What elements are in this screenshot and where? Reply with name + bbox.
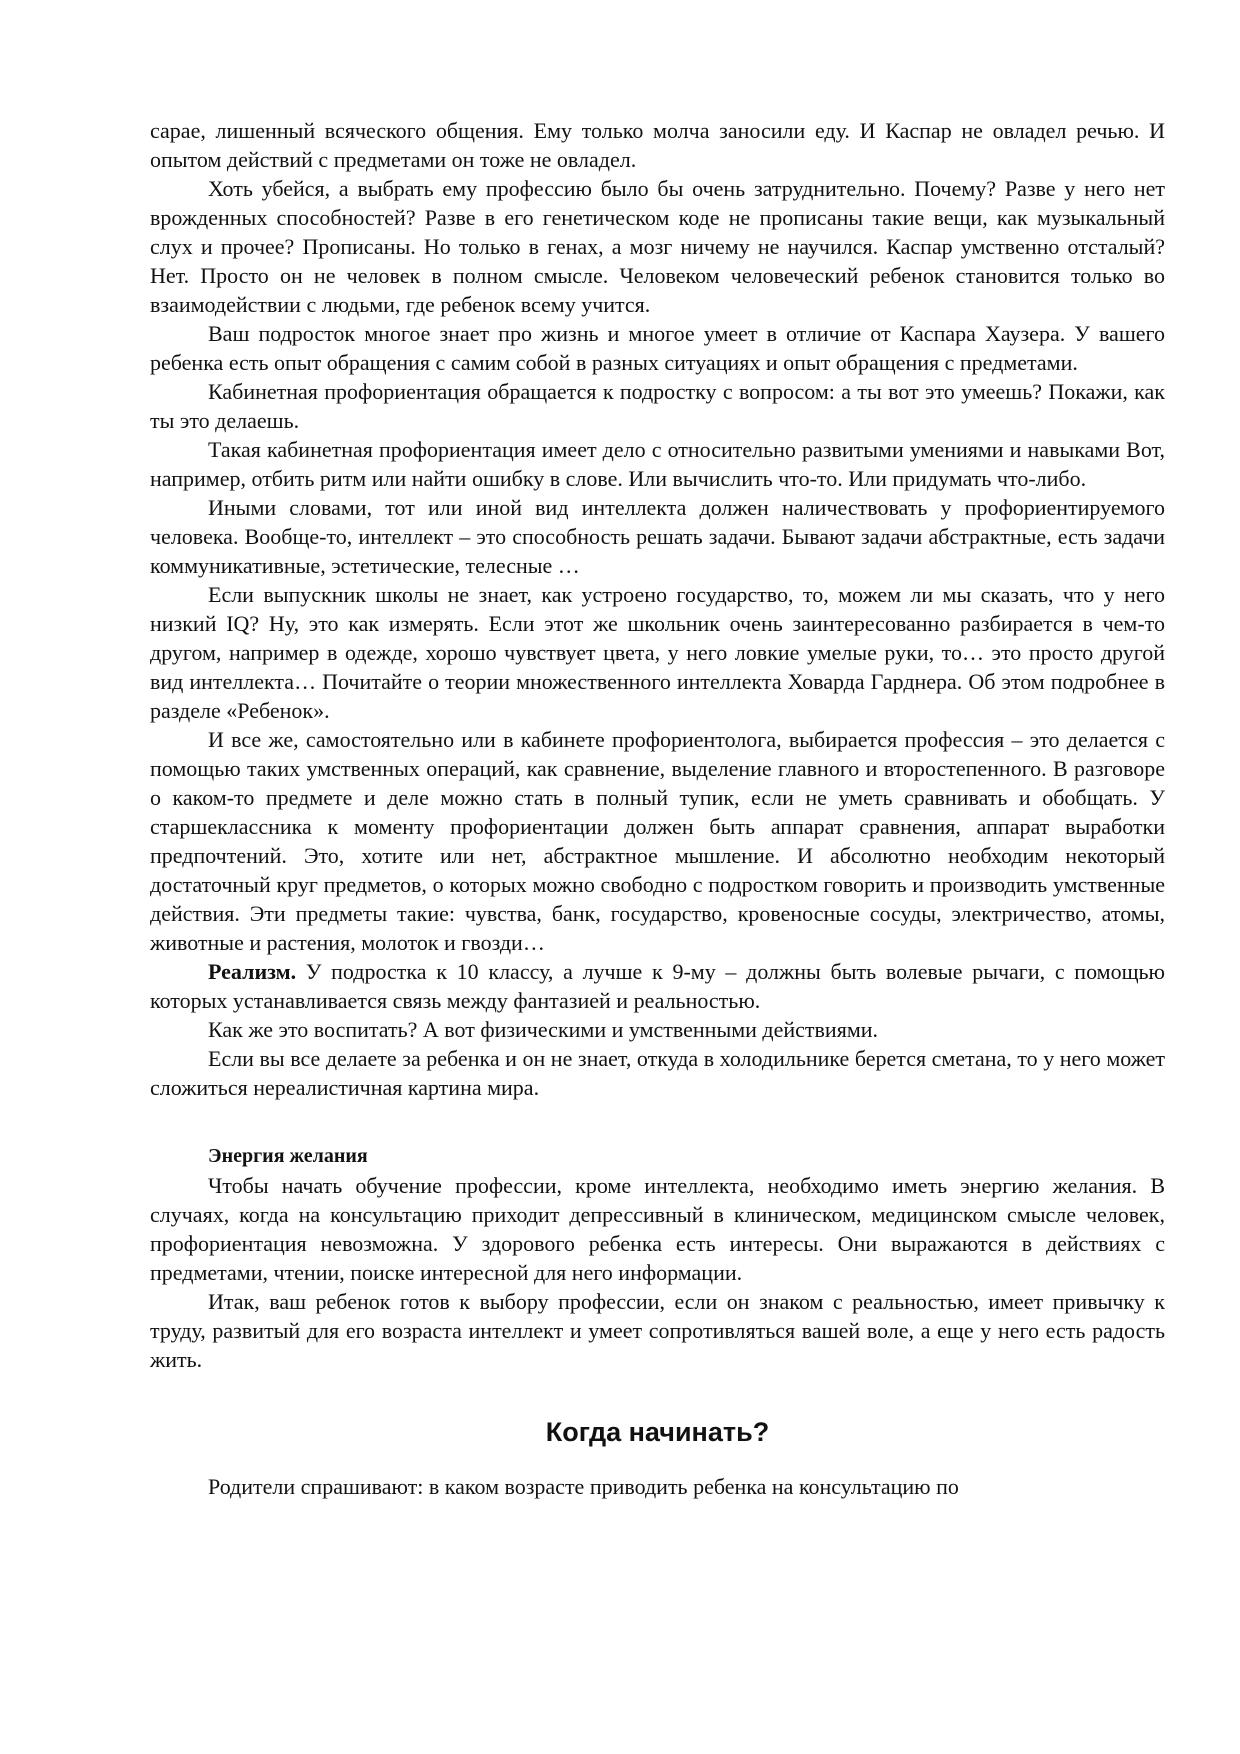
paragraph: Если выпускник школы не знает, как устроено государство, то, можем ли мы сказать, что у него низкий IQ? Ну, это как измерять. Если этот же школьник очень заинтересованно разбирается в чем-то другом, например в одежде, хорошо чувствует цвета, у него ловкие умелые руки, то… это просто другой вид интеллекта… Почитайте о теории множественного интеллекта Ховарда Гарднера. Об этом подробнее в разделе «Ребенок». <box>150 582 1165 723</box>
paragraph: Родители спрашивают: в каком возрасте приводить ребенка на консультацию по <box>208 1474 959 1499</box>
paragraph: Чтобы начать обучение профессии, кроме интеллекта, необходимо иметь энергию желания. В случаях, когда на консультацию приходит депрессивный в клиническом, медицинском смысле человек, профориентация невозможна. У здорового ребенка есть интересы. Они выражаются в действиях с предметами, чтении, поиске интересной для него информации. <box>150 1173 1165 1285</box>
paragraph: Такая кабинетная профориентация имеет дело с относительно развитыми умениями и навыками Вот, например, отбить ритм или найти ошибку в слове. Или вычислить что-то. Или придумать что-либо. <box>150 437 1165 491</box>
paragraph: Ваш подросток многое знает про жизнь и многое умеет в отличие от Каспара Хаузера. У вашего ребенка есть опыт обращения с самим собой в разных ситуациях и опыт обращения с предметами. <box>150 321 1165 375</box>
paragraph: Иными словами, тот или иной вид интеллекта должен наличествовать у профориентируемого человека. Вообще-то, интеллект – это способность решать задачи. Бывают задачи абстрактные, есть задачи коммуникативные, эстетические, телесные … <box>150 495 1165 578</box>
energy-heading: Энергия желания <box>208 1145 368 1167</box>
paragraph: Кабинетная профориентация обращается к подростку с вопросом: а ты вот это умеешь? Покажи, как ты это делаешь. <box>150 379 1165 433</box>
paragraph: Итак, ваш ребенок готов к выбору профессии, если он знаком с реальностью, имеет привычку к труду, развитый для его возраста интеллект и умеет сопротивляться вашей воле, а еще у него есть радость жить. <box>150 1289 1165 1372</box>
paragraph: Хоть убейся, а выбрать ему профессию было бы очень затруднительно. Почему? Разве у него нет врожденных способностей? Разве в его генетическом коде не прописаны такие вещи, как музыкальный слух и прочее? Прописаны. Но только в генах, а мозг ничему не научился. Каспар умственно отсталый? Нет. Просто он не человек в полном смысле. Человеком человеческий ребенок становится только во взаимодействии с людьми, где ребенок всему учится. <box>150 176 1165 317</box>
paragraph: Как же это воспитать? А вот физическими и умственными действиями. <box>208 1017 879 1042</box>
paragraph: Если вы все делаете за ребенка и он не знает, откуда в холодильнике берется сметана, то у него может сложиться нереалистичная картина мира. <box>150 1046 1165 1100</box>
realism-paragraph <box>150 957 1165 1015</box>
section-title: Когда начинать? <box>545 1417 770 1447</box>
paragraph: И все же, самостоятельно или в кабинете профориентолога, выбирается профессия – это делается с помощью таких умственных операций, как сравнение, выделение главного и второстепенного. В разговоре о каком-то предмете и деле можно стать в полный тупик, если не уметь сравнивать и обобщать. У старшеклассника к моменту профориентации должен быть аппарат сравнения, аппарат выработки предпочтений. Это, хотите или нет, абстрактное мышление. И абсолютно необходим некоторый достаточный круг предметов, о которых можно свободно с подростком говорить и производить умственные действия. Эти предметы такие: чувства, банк, государство, кровеносные сосуды, электричество, атомы, животные и растения, молоток и гвозди… <box>150 727 1165 955</box>
document-page <box>150 116 1165 1501</box>
paragraph: сарае, лишенный всяческого общения. Ему только молча заносили еду. И Каспар не овладел речью. И опытом действий с предметами он тоже не овладел. <box>150 118 1165 172</box>
realism-body: У подростка к 10 классу, а лучше к 9-му – должны быть волевые рычаги, с помощью которых устанавливается связь между фантазией и реальностью. <box>150 959 1165 1013</box>
realism-run-in-heading: Реализм. <box>208 959 297 984</box>
